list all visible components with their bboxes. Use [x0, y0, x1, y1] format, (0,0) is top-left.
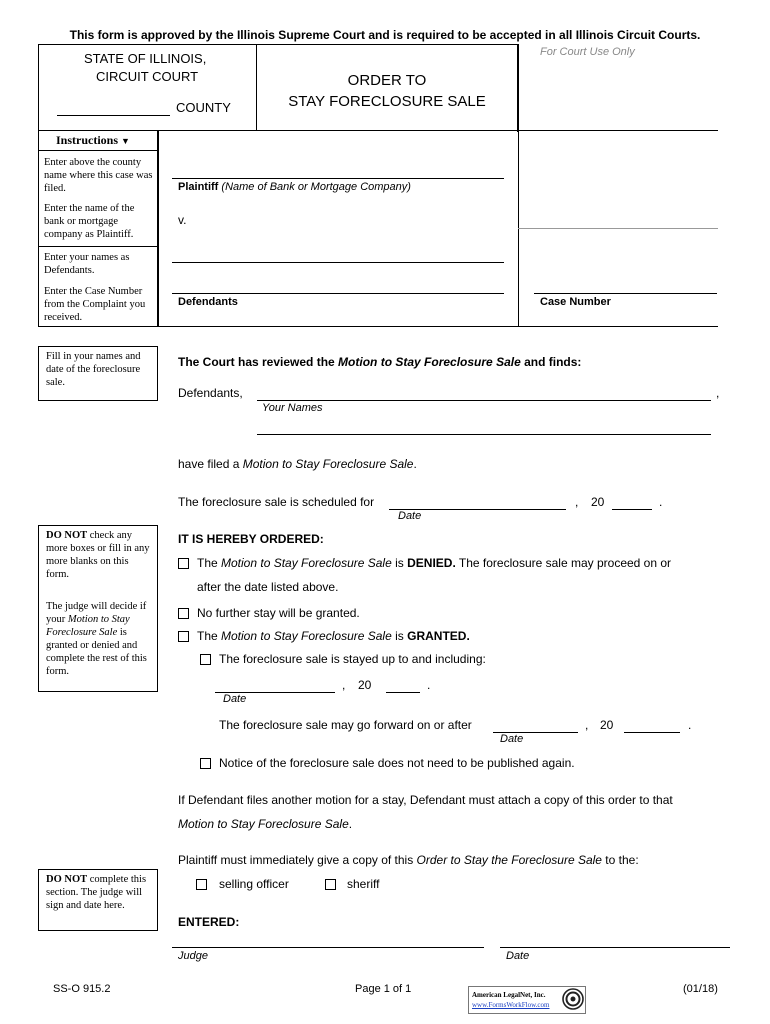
side-note-judge-post: is granted or denied and complete the rest of this form. [46, 627, 147, 677]
plaintiff-copy-text [178, 853, 639, 867]
sheriff-checkbox[interactable] [325, 879, 336, 890]
forward-text: The foreclosure sale may go forward on or after [219, 718, 472, 732]
stayed-date-label: Date [223, 693, 247, 705]
approval-statement: This form is approved by the Illinois Supreme Court and is required to be accepted in all Illinois Circuit Courts. [69, 28, 701, 42]
page-number: Page 1 of 1 [355, 983, 412, 995]
defendants-label: Defendants [178, 296, 238, 308]
forward-comma: , [585, 718, 589, 732]
side-note-do-not-complete [46, 873, 154, 912]
notice-checkbox[interactable] [200, 758, 211, 769]
denied-the: The [197, 556, 222, 570]
granted-is: is [391, 629, 408, 643]
judge-signature-line[interactable] [172, 947, 484, 948]
side-note-judge-pre: The judge will decide if your [46, 601, 147, 625]
stayed-checkbox[interactable] [200, 654, 211, 665]
defendant-name-line-1[interactable] [172, 262, 504, 263]
denied-text [197, 556, 671, 570]
forward-period: . [688, 718, 692, 732]
form-title-line2: STAY FORECLOSURE SALE [288, 93, 486, 110]
court-use-divider [518, 228, 718, 229]
instructions-header-label: Instructions [56, 133, 119, 147]
plaintiff-name-line[interactable] [172, 178, 504, 179]
entered-date-label: Date [506, 950, 530, 962]
judge-label: Judge [178, 950, 208, 962]
defendants-names-comma: , [716, 386, 720, 400]
granted-word: GRANTED. [407, 629, 470, 643]
sheriff-label: sheriff [347, 877, 380, 891]
instruction-county: Enter above the county name where this case was filed. [44, 157, 153, 194]
denied-checkbox[interactable] [178, 558, 189, 569]
side-note-do-not-complete-bold: DO NOT [46, 874, 88, 885]
side-note-do-not-bold: DO NOT [46, 530, 88, 541]
entered-label: ENTERED: [178, 915, 240, 929]
plaintiff-hint: (Name of Bank or Mortgage Company) [221, 181, 411, 193]
side-note-judge-motion: Motion to Stay Foreclosure Sale [46, 614, 130, 638]
findings-heading [178, 355, 581, 369]
stayed-text: The foreclosure sale is stayed up to and including: [219, 652, 486, 666]
stayed-year-line[interactable] [386, 692, 420, 693]
granted-the: The [197, 629, 222, 643]
versus-label: v. [178, 213, 187, 227]
defendants-findings-label: Defendants, [178, 386, 243, 400]
state-label: STATE OF ILLINOIS, [84, 51, 207, 66]
case-number-label: Case Number [540, 296, 611, 308]
county-label: COUNTY [176, 100, 231, 115]
findings-motion: Motion to Stay Foreclosure Sale [338, 355, 521, 369]
instruction-case-number: Enter the Case Number from the Complaint you received. [44, 286, 146, 323]
stayed-period: . [427, 678, 431, 692]
side-note-judge-decide [46, 600, 154, 678]
county-name-blank[interactable] [57, 115, 170, 116]
granted-motion: Motion to Stay Foreclosure Sale [221, 629, 392, 643]
denied-rest: The foreclosure sale may proceed on or [455, 556, 672, 570]
scheduled-comma: , [575, 495, 579, 509]
plaintiff-label: Plaintiff [178, 181, 219, 193]
no-further-stay-text: No further stay will be granted. [197, 606, 360, 620]
scheduled-text: The foreclosure sale is scheduled for [178, 495, 375, 509]
no-further-stay-checkbox[interactable] [178, 608, 189, 619]
selling-officer-label: selling officer [219, 877, 289, 891]
instruction-plaintiff: Enter the name of the bank or mortgage company as Plaintiff. [44, 203, 135, 240]
have-filed-pre: have filed a [178, 457, 243, 471]
scheduled-date-label: Date [398, 510, 422, 522]
instruction-defendants: Enter your names as Defendants. [44, 252, 130, 276]
side-note-do-not-check [46, 529, 154, 581]
instructions-header[interactable] [56, 133, 130, 148]
entered-date-line[interactable] [500, 947, 730, 948]
case-number-line[interactable] [534, 293, 717, 294]
have-filed-post: . [413, 457, 417, 471]
denied-is: is [391, 556, 408, 570]
caption-right-rule [518, 44, 519, 327]
have-filed-text [178, 457, 417, 471]
if-defendant-motion: Motion to Stay Foreclosure Sale [178, 817, 349, 831]
legalnet-logo-icon [562, 988, 584, 1010]
defendant-name-line-2[interactable] [172, 293, 504, 294]
granted-checkbox[interactable] [178, 631, 189, 642]
court-use-label: For Court Use Only [540, 46, 635, 58]
plaintiff-copy-post: to the: [601, 853, 639, 867]
ordered-heading: IT IS HEREBY ORDERED: [178, 532, 324, 546]
findings-pre: The Court has reviewed the [178, 355, 339, 369]
legalnet-url[interactable]: www.FormsWorkFlow.com [472, 1001, 550, 1009]
notice-text: Notice of the foreclosure sale does not need to be published again. [219, 756, 575, 770]
legalnet-company: American LegalNet, Inc. [472, 991, 546, 999]
if-defendant-text: If Defendant files another motion for a stay, Defendant must attach a copy of this order to that [178, 793, 673, 807]
stayed-year-prefix: 20 [358, 678, 372, 692]
stayed-comma: , [342, 678, 346, 692]
side-note-do-not-complete-rest: complete this section. The judge will sign and date here. [46, 874, 147, 911]
side-note-names: Fill in your names and date of the foreclosure sale. [46, 351, 141, 388]
denied-motion: Motion to Stay Foreclosure Sale [221, 556, 392, 570]
plaintiff-label-group [178, 181, 411, 193]
denied-rest-line2: after the date listed above. [197, 580, 339, 594]
caret-down-icon: ▼ [121, 136, 130, 146]
scheduled-period: . [659, 495, 663, 509]
defendants-names-line-2[interactable] [257, 434, 711, 435]
caption-lower-rule [158, 326, 718, 327]
form-title-line1: ORDER TO [347, 72, 427, 89]
granted-text [197, 629, 470, 643]
plaintiff-copy-pre: Plaintiff must immediately give a copy of this [178, 853, 417, 867]
your-names-label: Your Names [262, 402, 323, 414]
circuit-court-label: CIRCUIT COURT [96, 69, 199, 84]
scheduled-year-prefix: 20 [591, 495, 605, 509]
denied-word: DENIED. [407, 556, 456, 570]
instruction-divider [38, 246, 158, 247]
forward-year-prefix: 20 [600, 718, 614, 732]
if-defendant-period: . [348, 817, 353, 831]
have-filed-motion: Motion to Stay Foreclosure Sale [242, 457, 414, 471]
forward-date-label: Date [500, 733, 524, 745]
selling-officer-checkbox[interactable] [196, 879, 207, 890]
form-version: (01/18) [683, 983, 718, 995]
plaintiff-copy-italic: Order to Stay the Foreclosure Sale [416, 853, 602, 867]
defendants-names-line-1[interactable] [257, 400, 711, 401]
instructions-header-rule [38, 150, 158, 151]
side-note-do-not-rest: check any more boxes or fill in any more blanks on this form. [46, 530, 150, 580]
if-defendant-text-line2 [178, 817, 352, 831]
caption-left-rule [158, 130, 159, 327]
form-number: SS-O 915.2 [53, 983, 111, 995]
forward-year-line[interactable] [624, 732, 680, 733]
findings-post: and finds: [520, 355, 582, 369]
scheduled-year-line[interactable] [612, 509, 652, 510]
